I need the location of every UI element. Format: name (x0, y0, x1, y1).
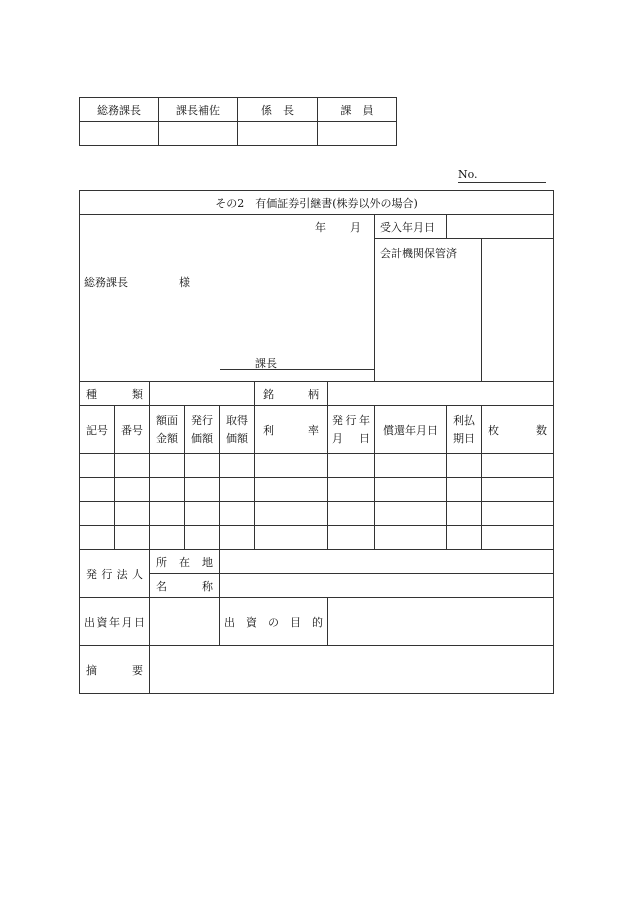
type-field[interactable] (150, 382, 255, 406)
date-month-label: 月 (350, 221, 361, 234)
table-cell[interactable] (115, 502, 150, 526)
table-row (80, 502, 554, 526)
issuer-name-label: 名称 (150, 574, 220, 598)
table-cell[interactable] (185, 526, 220, 550)
issuer-label: 発行法人 (80, 550, 150, 598)
table-cell[interactable] (375, 502, 447, 526)
remarks-field[interactable] (150, 646, 554, 694)
table-cell[interactable] (447, 526, 482, 550)
table-cell[interactable] (150, 502, 185, 526)
table-cell[interactable] (328, 478, 375, 502)
col-header-acquisition-price: 取得価額 (220, 406, 255, 454)
col-header-redemption-date: 償還年月日 (375, 406, 447, 454)
investment-date-label: 出資年月日 (80, 598, 150, 646)
addressee-label: 総務課長 (84, 276, 128, 289)
table-cell[interactable] (220, 454, 255, 478)
date-year-label: 年 (315, 221, 326, 234)
col-header-issue-date: 発行年月日 (328, 406, 375, 454)
approval-table (79, 97, 397, 146)
approval-stamp-cell[interactable] (238, 122, 318, 146)
table-cell[interactable] (220, 502, 255, 526)
table-cell[interactable] (375, 478, 447, 502)
investment-purpose-field[interactable] (328, 598, 554, 646)
table-cell[interactable] (80, 502, 115, 526)
investment-date-field[interactable] (150, 598, 220, 646)
table-cell[interactable] (255, 502, 328, 526)
accounting-custody-stamp-cell[interactable] (482, 239, 554, 382)
brand-label: 銘柄 (255, 382, 328, 406)
table-cell[interactable] (255, 526, 328, 550)
issuer-name-field[interactable] (220, 574, 554, 598)
issuer-address-label: 所在地 (150, 550, 220, 574)
table-cell[interactable] (447, 502, 482, 526)
table-cell[interactable] (328, 502, 375, 526)
table-row (80, 454, 554, 478)
col-header-interest-rate: 利率 (255, 406, 328, 454)
issuer-address-field[interactable] (220, 550, 554, 574)
col-header-face-value: 額面金額 (150, 406, 185, 454)
sender-signature-line[interactable] (220, 355, 375, 370)
securities-handover-form (79, 190, 554, 694)
accounting-custody-label: 会計機関保管済 (375, 239, 482, 382)
table-cell[interactable] (482, 454, 554, 478)
col-header-count: 枚数 (482, 406, 554, 454)
honorific-label: 様 (179, 276, 190, 289)
document-number-label: No. (458, 168, 478, 181)
document-number-field[interactable] (458, 168, 546, 183)
table-cell[interactable] (328, 526, 375, 550)
table-cell[interactable] (115, 526, 150, 550)
col-header-interest-payment-date: 利払期日 (447, 406, 482, 454)
table-cell[interactable] (80, 478, 115, 502)
table-row (80, 478, 554, 502)
table-cell[interactable] (220, 526, 255, 550)
table-cell[interactable] (185, 454, 220, 478)
approval-stamp-cell[interactable] (80, 122, 159, 146)
table-cell[interactable] (447, 478, 482, 502)
approval-header-deputy-chief: 課長補佐 (159, 98, 238, 122)
investment-purpose-label: 出資の目的 (220, 598, 328, 646)
table-cell[interactable] (482, 502, 554, 526)
table-cell[interactable] (185, 502, 220, 526)
table-cell[interactable] (482, 478, 554, 502)
table-cell[interactable] (150, 526, 185, 550)
table-cell[interactable] (375, 526, 447, 550)
table-cell[interactable] (255, 478, 328, 502)
table-cell[interactable] (150, 454, 185, 478)
table-cell[interactable] (80, 454, 115, 478)
table-cell[interactable] (115, 478, 150, 502)
type-label: 種類 (80, 382, 150, 406)
received-date-label: 受入年月日 (375, 215, 447, 239)
table-cell[interactable] (328, 454, 375, 478)
brand-field[interactable] (328, 382, 554, 406)
col-header-number: 番号 (115, 406, 150, 454)
table-cell[interactable] (375, 454, 447, 478)
approval-header-general-affairs-chief: 総務課長 (80, 98, 159, 122)
col-header-symbol: 記号 (80, 406, 115, 454)
sender-title-label: 課長 (255, 357, 277, 370)
col-header-issue-price: 発行価額 (185, 406, 220, 454)
table-cell[interactable] (482, 526, 554, 550)
table-cell[interactable] (185, 478, 220, 502)
table-cell[interactable] (115, 454, 150, 478)
remarks-label: 摘要 (80, 646, 150, 694)
form-title: その2 有価証券引継書(株券以外の場合) (80, 191, 554, 215)
approval-header-staff: 課 員 (318, 98, 397, 122)
table-cell[interactable] (255, 454, 328, 478)
table-cell[interactable] (150, 478, 185, 502)
approval-stamp-cell[interactable] (318, 122, 397, 146)
table-cell[interactable] (220, 478, 255, 502)
approval-stamp-cell[interactable] (159, 122, 238, 146)
addressee-block (80, 215, 375, 382)
table-cell[interactable] (447, 454, 482, 478)
approval-header-section-head: 係 長 (238, 98, 318, 122)
received-date-field[interactable] (447, 215, 554, 239)
table-cell[interactable] (80, 526, 115, 550)
table-row (80, 526, 554, 550)
